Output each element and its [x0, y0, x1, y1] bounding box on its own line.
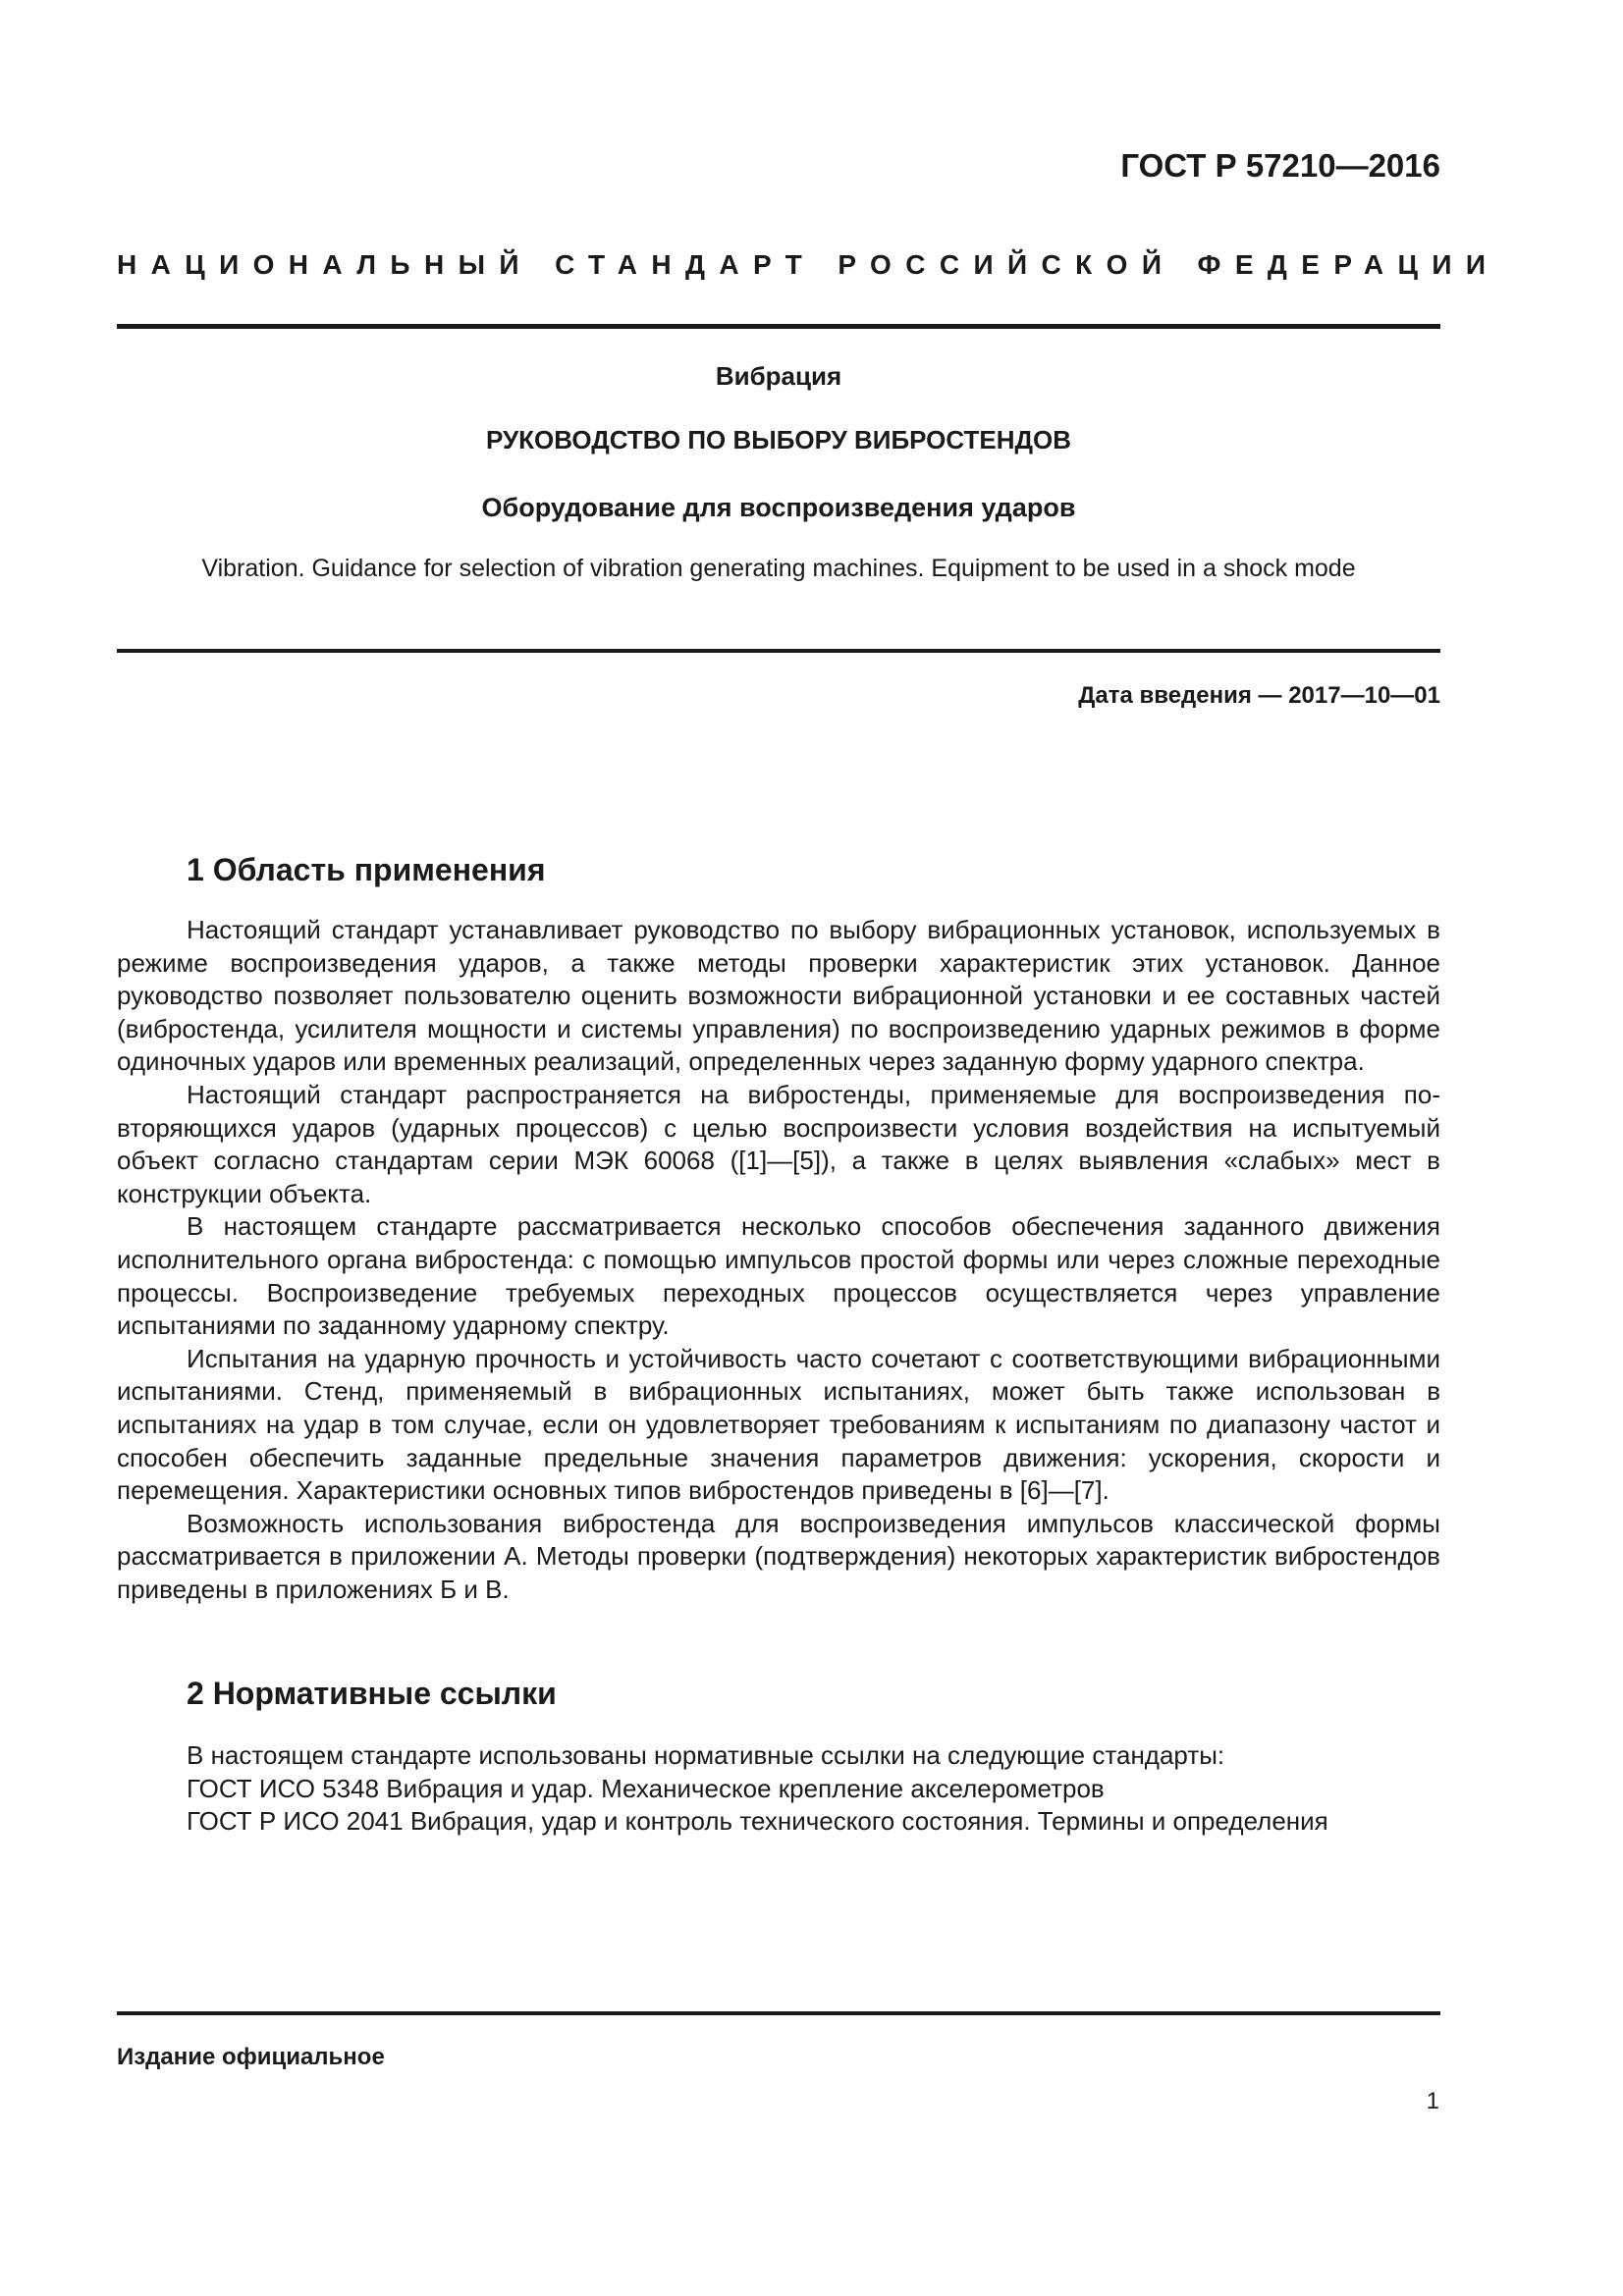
references-intro: В настоящем стандарте использованы нормативные ссылки на следующие стандарты:	[187, 1740, 1225, 1770]
top-divider	[117, 324, 1440, 329]
section-1-paragraph: Испытания на ударную прочность и устойчивость часто сочетают с соответствующими вибрационными испытаниями. Стенд, применяемый в вибрационных испытаниях, может быть также использован в испытаниях на удар в том случае, если он удовлетворяет требованиям к испытаниям по диапазону частот и способен обеспечить заданные предельные значения параметров движения: ускорения, скорости и перемещения. Характеристики основных типов вибростендов приведены в [6]—[7].	[117, 1343, 1440, 1506]
title-divider	[117, 649, 1440, 653]
title-line-2: РУКОВОДСТВО ПО ВЫБОРУ ВИБРОСТЕНДОВ	[485, 425, 1072, 454]
national-standard-banner: НАЦИОНАЛЬНЫЙ СТАНДАРТ РОССИЙСКОЙ ФЕДЕРАЦИИ	[117, 249, 1500, 280]
introduction-date: Дата введения — 2017—10—01	[1078, 682, 1440, 709]
normative-references	[187, 1739, 1328, 1839]
section-1-paragraph: Возможность использования вибростенда для воспроизведения импульсов классической формы рассматривается в приложении А. Методы проверки (подтверждения) некоторых характеристик вибростендов приведены в приложениях Б и В.	[117, 1508, 1440, 1604]
title-line-1: Вибрация	[715, 361, 842, 391]
footer-divider	[117, 2011, 1440, 2015]
official-edition-note: Издание официальное	[117, 2044, 385, 2070]
title-line-3: Оборудование для воспроизведения ударов	[481, 493, 1076, 522]
section-1-paragraph: Настоящий стандарт распространяется на вибростенды, применяемые для воспроизведения повторяющихся ударов (ударных процессов) с целью воспроизвести условия воздействия на испытуемый объект согласно стандартам серии МЭК 60068 ([1]—[5]), а также в целях выявления «слабых» мест в конструкции объекта.	[117, 1079, 1440, 1208]
section-2-heading: 2 Нормативные ссылки	[187, 1676, 557, 1711]
document-code: ГОСТ Р 57210—2016	[1120, 147, 1440, 184]
reference-item: ГОСТ ИСО 5348 Вибрация и удар. Механическое крепление акселерометров	[187, 1773, 1105, 1803]
section-1-paragraph: В настоящем стандарте рассматривается несколько способов обеспечения заданного движения исполнительного органа вибростенда: с помощью импульсов простой формы или через сложные переходные процессы. Воспроизведение требуемых переходных процессов осуществляется через управление испытаниями по заданному ударному спектру.	[117, 1211, 1440, 1341]
section-1-body	[117, 914, 1440, 1606]
english-title: Vibration. Guidance for selection of vibration generating machines. Equipment to be used in a shock mode	[201, 555, 1356, 582]
page-number: 1	[1426, 2088, 1439, 2114]
section-1-paragraph: Настоящий стандарт устанавливает руководство по выбору вибрационных установок, используемых в режиме воспроизведения ударов, а также методы проверки характеристик этих установок. Данное руководство позволяет пользователю оценить возможности вибрационной установки и ее составных частей (вибростенда, усилителя мощности и системы управления) по воспроизведению ударных режимов в форме одиночных ударов или временных реализаций, определенных через заданную форму ударного спектра.	[117, 915, 1440, 1077]
section-1-heading: 1 Область применения	[187, 852, 546, 887]
reference-item: ГОСТ Р ИСО 2041 Вибрация, удар и контроль технического состояния. Термины и определения	[187, 1806, 1328, 1837]
